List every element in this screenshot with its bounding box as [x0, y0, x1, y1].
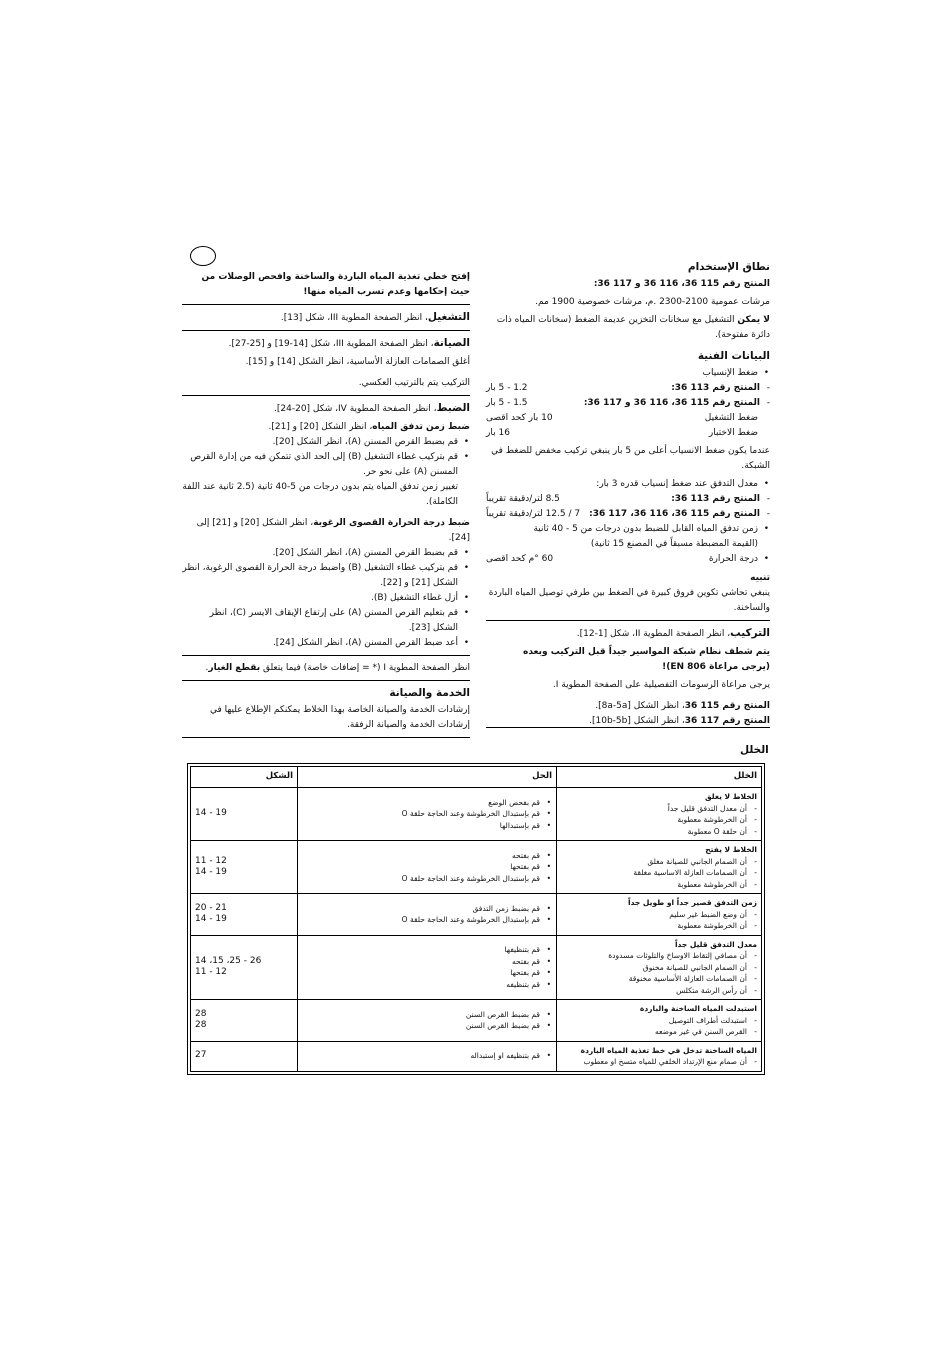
flowtime-line [182, 420, 470, 435]
divider [182, 655, 470, 656]
tech-flow-pressure: • ضغط الإنسياب [486, 366, 758, 381]
service-text: إرشادات الخدمة والصيانة الخاصة بهذا الخلاط يمكنكم الإطلاع عليها في إرشادات الخدمة والصيانة الرفقة. [210, 705, 470, 730]
fault-remedy-cell [298, 1041, 557, 1071]
tech-operating-label: ضغط التشغيل [704, 413, 758, 423]
fault-figure-ref: 20 - 21 [195, 902, 227, 913]
install-flush: يتم شطف نظام شبكة المواسير جيداً قبل التركيب وبعده [523, 647, 770, 657]
operation-line [182, 310, 470, 326]
install-title [486, 626, 770, 642]
fault-cause: - أن وضع الضبط غير سليم [561, 909, 757, 921]
fault-cause-cell [557, 1041, 762, 1071]
tech-test-value: 16 بار [486, 428, 510, 438]
maxtemp-step-1: • قم بضبط القرص المسنن (A)، انظر الشكل [20]. [182, 546, 458, 561]
faults-table-frame [187, 763, 765, 1075]
install-p115-bold: المنتج رقم 115 36 [684, 701, 770, 711]
scope-text2-bold: لا يمكن [737, 315, 770, 325]
fault-remedy: • قم بتنظيفه او إستبداله [302, 1050, 540, 1062]
spare-rest: انظر الصفحة المطوية I (* = إضافات خاصة) فيما يتعلق [260, 663, 470, 673]
fault-cause: - أن الصمام الجانبي للصيانة مخنوق [561, 962, 757, 974]
fault-cause: - أن الخرطوشة معطوبة [561, 814, 757, 826]
fault-cause: - أن صمام منع الإرتداد الخلفي للمياه متسخ او معطوب [561, 1056, 757, 1068]
faults-table [190, 766, 762, 1072]
install-p115-rest: ، انظر الشكل [8a-5a]. [595, 701, 685, 711]
tech-test-label: ضغط الاختبار [708, 428, 758, 438]
fault-cause-cell [557, 788, 762, 841]
tech-p115-row [486, 396, 770, 411]
fault-figure-cell [191, 935, 298, 1000]
flowtime-bold: ضبط زمن تدفق المياه [372, 422, 470, 432]
operation-bold: التشغيل [427, 311, 470, 323]
flowtime-rest: ، انظر الشكل [20] و [21]. [268, 422, 373, 432]
install-p117-bold: المنتج رقم 117 36 [684, 716, 770, 726]
caution-text: ينبغي تحاشي تكوين فروق كبيرة في الضغط بين طرفي توصيل المياه الباردة والساخنة. [488, 588, 770, 613]
fault-figure-ref: 28 [195, 1020, 207, 1031]
maxtemp-bold: ضبط درجة الحرارة القصوى الرغوبة [313, 518, 470, 528]
tech-flow-time: • زمن تدفق المياه القابل للضبط بدون درجات من 5 - 40 ثانية [486, 522, 758, 537]
tech-operating-value: 10 بار كحد اقصى [486, 413, 553, 423]
install-drawings: يرجى مراعاة الرسومات التفصيلية على الصفحة المطوية I. [552, 680, 770, 690]
fault-remedy-cell [298, 788, 557, 841]
divider [182, 395, 470, 396]
tech-temp-label: • درجة الحرارة [708, 554, 758, 564]
install-title-bold: التركيب [730, 627, 770, 639]
fault-remedy: • قم بفحص الوضع [302, 797, 540, 809]
fault-cause: - أن الخرطوشة معطوبة [561, 920, 757, 932]
fault-remedy: • قم بإستبدال الخرطوشة وعند الحاجة حلقة O [302, 873, 540, 885]
language-badge [190, 246, 216, 266]
header-fault: الخلل [557, 767, 762, 788]
fault-figure-ref: 14 - 19 [195, 914, 227, 925]
fault-remedy-cell [298, 894, 557, 936]
tech-f115-row [486, 507, 770, 522]
maxtemp-step-3: • أزل غطاء التشغيل (B). [182, 591, 458, 606]
tech-f113-row [486, 492, 770, 507]
fault-title: استبدلت المياه الساخنة والباردة [639, 1004, 757, 1013]
fault-cause: - أن الخرطوشة معطوبة [561, 879, 757, 891]
tech-operating-row [486, 411, 770, 426]
install-p115 [486, 699, 770, 714]
flowtime-step-1: • قم بضبط القرص المسنن (A)، انظر الشكل [20]. [182, 435, 458, 450]
fault-remedy-cell [298, 841, 557, 894]
fault-figure-cell [191, 1041, 298, 1071]
fault-figure-ref: 14 - 19 [195, 867, 227, 877]
maxtemp-step-2: • قم بتركيب غطاء التشغيل (B) واضبط درجة الحرارة القصوى الرغوبة، انظر الشكل [21] و [22]. [182, 561, 458, 591]
tech-p113-label: - المنتج رقم 113 36: [671, 383, 760, 393]
table-header-row [191, 767, 762, 788]
left-column [182, 270, 470, 743]
fault-cause: - أن مصافي إلتقاط الاوساخ والتلوثات مسدودة [561, 950, 757, 962]
fault-remedy: • قم بضبط القرص السنن [302, 1020, 540, 1032]
fault-figure-ref: 27 [195, 1050, 207, 1061]
divider [486, 620, 770, 621]
tech-p113-row [486, 381, 770, 396]
service-title: الخدمة والصيانة [389, 687, 470, 699]
fault-cause: - أن الصمامات العازلة الأساسية مخنوقة [561, 973, 757, 985]
table-row [191, 1000, 762, 1042]
tech-p115-value: 1.5 - 5 بار [486, 398, 528, 408]
install-p117-rest: ، انظر الشكل [10b-5b]. [589, 716, 685, 726]
fault-figure-cell [191, 841, 298, 894]
scope-text2-rest: التشغيل مع سخانات التخزين عديمة الضغط (سخانات المياه ذات دائرة مفتوحة). [496, 315, 770, 340]
fault-remedy: • قم بفتحه [302, 956, 540, 968]
fault-cause-cell [557, 894, 762, 936]
fault-figure-ref: 11 - 12 [195, 967, 227, 978]
table-row [191, 788, 762, 841]
scope-text2 [486, 313, 770, 343]
tech-f113-value: 8.5 لتر/دقيقة تقريباً [486, 494, 560, 504]
fault-cause: - استبدلت أطراف التوصيل [561, 1015, 757, 1027]
fault-figure-cell [191, 1000, 298, 1042]
fault-remedy: • قم بضبط زمن التدفق [302, 903, 540, 915]
fault-title: المياه الساخنة تدخل في خط تغذية المياه الباردة [580, 1045, 757, 1055]
fault-remedy-cell [298, 1000, 557, 1042]
spare-parts-line: انظر الصفحة المطوية I (* = إضافات خاصة) فيما يتعلق بقطع الغيار. [205, 663, 470, 673]
caution-title: تنبيه [750, 573, 770, 583]
fault-figure-cell [191, 788, 298, 841]
table-row [191, 935, 762, 1000]
maintenance-rest: ، انظر الصفحة المطوية III، شكل [14-19] و [25-27]. [228, 339, 434, 349]
divider [182, 680, 470, 681]
install-flush-rest: (يرجى مراعاة EN 806)! [662, 662, 770, 672]
install-title-rest: ، انظر الصفحة المطوية II، شكل [1-12]. [576, 629, 731, 639]
operation-rest: ، انظر الصفحة المطوية III، شكل [13]. [280, 313, 428, 323]
maxtemp-step-5: • أعد ضبط القرص المسنن (A)، انظر الشكل [24]. [182, 636, 458, 651]
fault-title: الخلاط لا يغلق [705, 792, 757, 801]
fault-remedy: • قم بإستبدال الخرطوشة وعند الحاجة حلقة O [302, 914, 540, 926]
fault-remedy: • قم بفتحها [302, 861, 540, 873]
maintenance-bold: الصيانة [433, 337, 470, 349]
tech-f113-label: - المنتج رقم 113 36: [671, 494, 760, 504]
tech-temp-value: 60 °م كحد اقصى [486, 554, 554, 564]
maxtemp-line [182, 516, 470, 546]
fault-cause: - أن رأس الرشة متكلس [561, 985, 757, 997]
fault-title: زمن التدفق قصير جداً او طويل جداً [628, 898, 757, 907]
tech-reducer-note: عندما يكون ضغط الانسياب أعلى من 5 بار ينبغي تركيب مخفض للضغط في الشبكة. [491, 446, 770, 471]
fault-cause: - القرص السنن في غير موضعه [561, 1026, 757, 1038]
maintenance-l1: أغلق الصمامات العازلة الأساسية، انظر الشكل [14] و [15]. [245, 357, 470, 367]
adjust-line [182, 401, 470, 417]
tech-flow-time-note: (القيمة المضبطة مسبقاً في المصنع 15 ثانية) [590, 539, 758, 549]
fault-remedy-cell [298, 935, 557, 1000]
tech-f115-value: 7 / 12.5 لتر/دقيقة تقريباً [486, 509, 581, 519]
fault-remedy: • قم بتنظيفها [302, 944, 540, 956]
intro-warning: إفتح خطي تغذية المياه الباردة والساخنة وافحص الوصلات من حيث إحكامها وعدم تسرب المياه منها! [201, 272, 470, 297]
fault-cause: - أن الصمامات العازلة الاساسية مغلقة [561, 867, 757, 879]
fault-cause: - أن الصمام الجانبي للصيانة مغلق [561, 856, 757, 868]
tech-temp-row [486, 552, 758, 567]
table-row [191, 894, 762, 936]
fault-figure-ref: 14 - 19 [195, 808, 227, 819]
tech-title: البيانات الفنية [697, 350, 770, 362]
fault-figure-ref: 14 ،15 ،25 - 26 [195, 955, 262, 966]
tech-test-row [486, 426, 770, 441]
maintenance-l2: التركيب يتم بالترتيب العكسي. [358, 378, 470, 388]
scope-title: نطاق الإستخدام [687, 261, 770, 273]
adjust-bold: الضبط [436, 402, 470, 414]
maxtemp-rest: ، انظر الشكل [20] و [21] إلى [24]. [196, 518, 470, 543]
divider [182, 304, 470, 305]
fault-remedy: • قم بإستبدالها [302, 820, 540, 832]
fault-remedy: • قم بضبط القرص السنن [302, 1009, 540, 1021]
fault-cause-cell [557, 841, 762, 894]
flowtime-step-3: تغيير زمن تدفق المياه يتم بدون درجات من 5-40 ثانية (2.5 ثانية عند اللفة الكاملة). [182, 482, 458, 507]
tech-flow-rate: • معدل التدفق عند ضغط إنسياب قدره 3 بار: [486, 477, 758, 492]
tech-p113-value: 1.2 - 5 بار [486, 383, 528, 393]
divider [486, 727, 770, 728]
fault-figure-cell [191, 894, 298, 936]
fault-cause-cell [557, 1000, 762, 1042]
spare-bold: بقطع الغيار [208, 663, 261, 673]
fault-figure-ref: 11 - 12 [195, 855, 227, 866]
header-remedy: الحل [298, 767, 557, 788]
fault-remedy: • قم بتنظيفه [302, 979, 540, 991]
fault-title: الخلاط لا يفتح [705, 845, 757, 854]
divider [182, 330, 470, 331]
faults-title: الخلل [740, 744, 769, 756]
fault-title: معدل التدفق قليل جداً [674, 939, 757, 949]
fault-cause: - أن حلقة O معطوبة [561, 826, 757, 838]
header-figure: الشكل [191, 767, 298, 788]
table-row [191, 1041, 762, 1071]
fault-cause-cell [557, 935, 762, 1000]
right-column [486, 256, 770, 729]
maintenance-line [182, 336, 470, 352]
maxtemp-step-4: • قم بتعليم القرص المسنن (A) على إرتفاع الإيقاف الايسر (C)، انظر الشكل [23]. [182, 606, 458, 636]
fault-remedy: • قم بفتحها [302, 967, 540, 979]
adjust-rest: ، انظر الصفحة المطوية IV، شكل [20-24]. [274, 404, 437, 414]
fault-figure-ref: 28 [195, 1008, 207, 1019]
fault-remedy: • قم بفتحه [302, 850, 540, 862]
tech-p115-label: - المنتج رقم 115 36، 116 36 و 117 36: [583, 398, 760, 408]
divider [182, 737, 470, 738]
faults-table-body [191, 788, 762, 1072]
fault-remedy: • قم بإستبدال الخرطوشة وعند الحاجة حلقة O [302, 808, 540, 820]
scope-products: المنتج رقم 115 36، 116 36 و 117 36: [593, 279, 770, 289]
scope-text1: مرشات عمومية 2100-2300 .م، مرشات خصوصية 1900 مم. [535, 297, 770, 307]
tech-f115-label: - المنتج رقم 115 36، 116 36، 117 36: [589, 509, 760, 519]
fault-cause: - أن معدل التدفق قليل جداً [561, 803, 757, 815]
table-row [191, 841, 762, 894]
flowtime-step-2: • قم بتركيب غطاء التشغيل (B) إلى الحد الذي تتمكن فيه من إدارة القرص المسنن (A) على نحو حر. [182, 450, 458, 480]
